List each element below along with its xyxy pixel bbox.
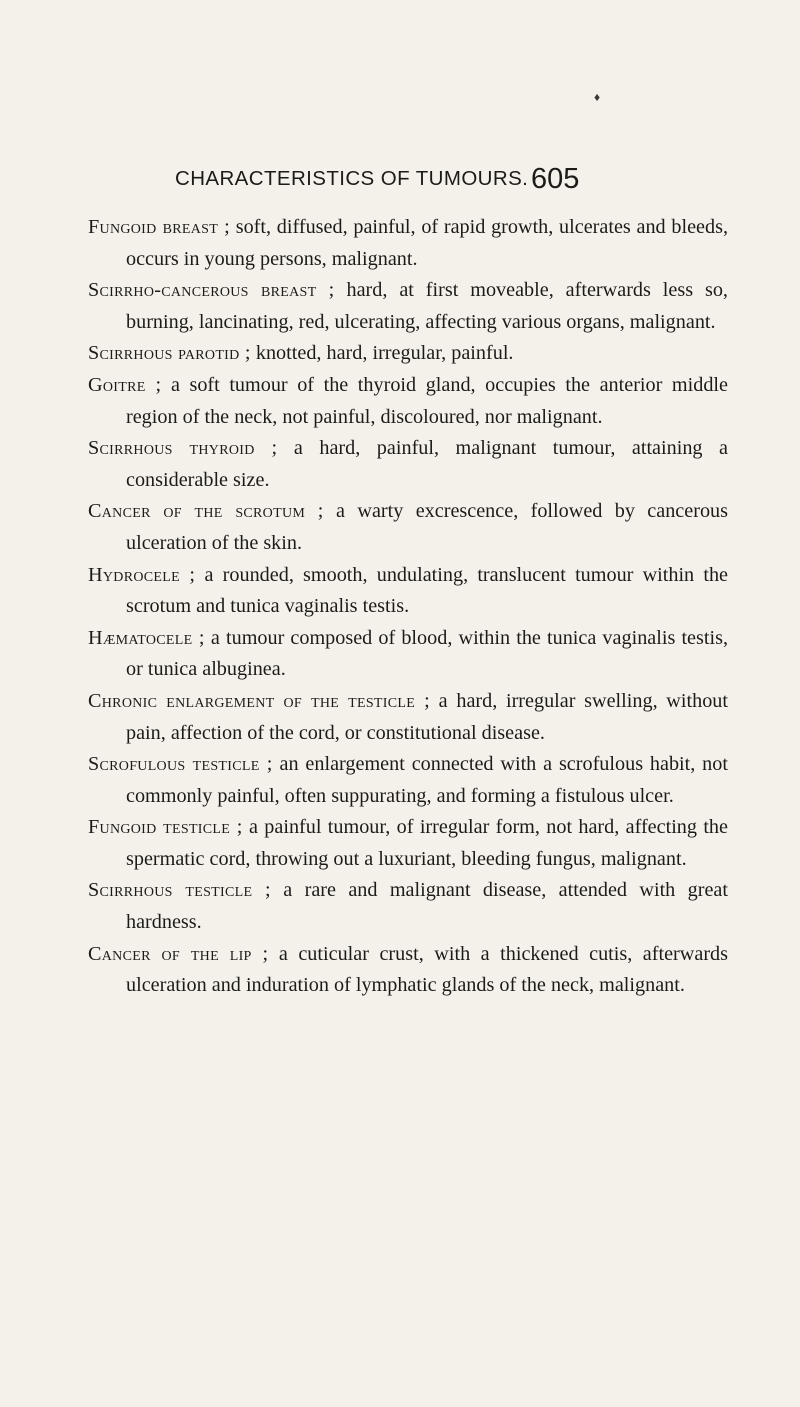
entry-text: a hard, painful, malignant tumour, attaining a considerable size. <box>126 437 728 491</box>
entry-term: Scirrhous testicle ; <box>88 879 271 902</box>
entry-text: knotted, hard, irregular, painful. <box>250 342 514 365</box>
entry-text: a cuticular crust, with a thickened cutis, afterwards ulceration and induration of lymphatic glands of the neck, malignant. <box>126 942 728 997</box>
stray-mark: ♦ <box>594 90 601 104</box>
page-header <box>175 163 735 199</box>
entry-term: Scirrhous thyroid ; <box>88 437 278 460</box>
entry-scrofulous-testicle <box>88 749 728 812</box>
page-number: 605 <box>531 163 580 195</box>
entry-text: an enlargement connected with a scrofulous habit, not commonly painful, often suppurating, and forming a fistulous ulcer. <box>126 753 728 807</box>
entry-text: a soft tumour of the thyroid gland, occupies the anterior middle region of the neck, not painful, discoloured, nor malignant. <box>126 373 728 428</box>
entry-text: a warty excrescence, followed by cancerous ulceration of the skin. <box>126 500 728 554</box>
entry-scirrho-cancerous-breast <box>88 275 728 338</box>
running-title: CHARACTERISTICS OF TUMOURS. <box>175 167 529 190</box>
entry-text: hard, at first moveable, afterwards less so, burning, lancinating, red, ulcerating, affecting various organs, malignant. <box>126 279 728 333</box>
entry-fungoid-testicle <box>88 812 728 875</box>
entry-term: Fungoid breast ; <box>88 216 230 238</box>
entry-term: Chronic enlargement of the testicle ; <box>88 689 430 712</box>
entry-term: Scirrhous parotid ; <box>88 342 251 365</box>
entry-term: Hæmatocele ; <box>88 626 205 649</box>
entry-term: Cancer of the scrotum ; <box>88 500 324 523</box>
entry-term: Goitre ; <box>88 373 162 396</box>
entry-text: a rare and malignant disease, attended with great hardness. <box>126 879 728 934</box>
entry-term: Hydrocele ; <box>88 563 196 586</box>
entry-scirrhous-testicle <box>88 875 728 938</box>
entry-scirrhous-parotid <box>88 338 728 370</box>
entry-fungoid-breast <box>88 212 728 275</box>
entry-term: Cancer of the lip ; <box>88 942 269 965</box>
entry-haematocele <box>88 623 728 686</box>
entry-goitre <box>88 370 728 433</box>
entry-text: a painful tumour, of irregular form, not hard, affecting the spermatic cord, throwing out a luxuriant, bleeding fungus, malignant. <box>126 816 728 870</box>
entry-text: a tumour composed of blood, within the tunica vaginalis testis, or tunica albuginea. <box>126 626 728 681</box>
entry-term: Scirrho-cancerous breast ; <box>88 279 335 302</box>
entry-text: a rounded, smooth, undulating, translucent tumour within the scrotum and tunica vaginalis testis. <box>126 563 729 618</box>
entry-cancer-of-lip <box>88 939 728 1002</box>
entry-term: Scrofulous testicle ; <box>88 753 273 776</box>
entry-scirrhous-thyroid <box>88 433 728 496</box>
entry-chronic-enlargement-testicle <box>88 686 728 749</box>
entry-list <box>88 212 728 1002</box>
entry-text: soft, diffused, painful, of rapid growth, ulcerates and bleeds, occurs in young persons, malignant. <box>126 216 729 270</box>
entry-cancer-of-scrotum <box>88 496 728 559</box>
entry-term: Fungoid testicle ; <box>88 816 243 839</box>
entry-hydrocele <box>88 560 728 623</box>
entry-text: a hard, irregular swelling, without pain, affection of the cord, or constitutional disease. <box>126 689 728 744</box>
